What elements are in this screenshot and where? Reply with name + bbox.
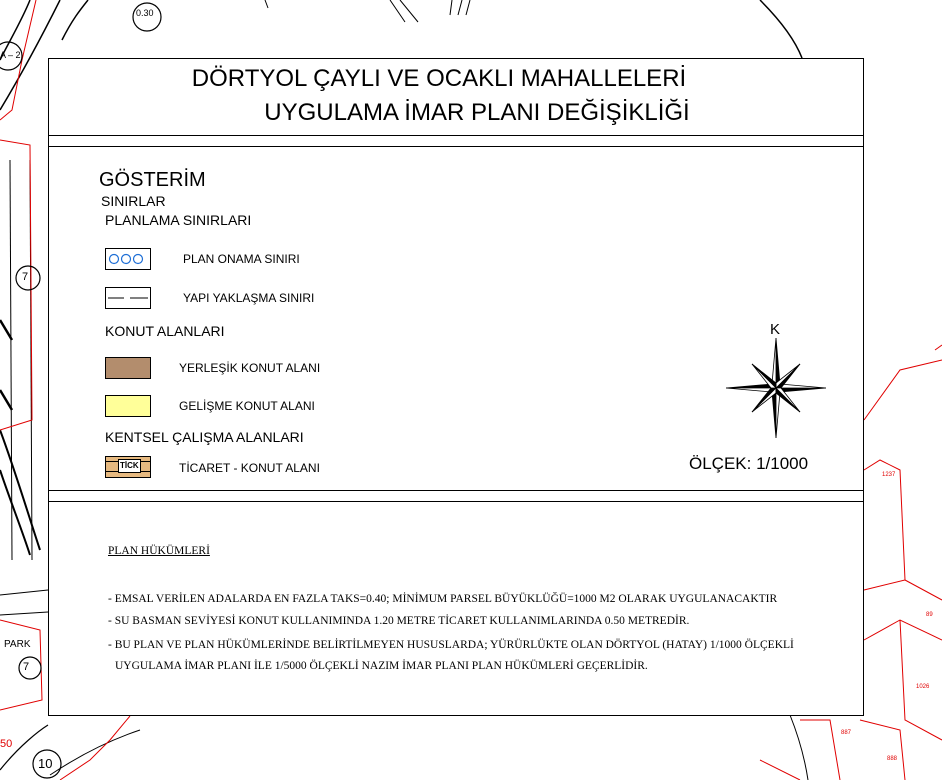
- road-line: [790, 715, 808, 780]
- parcel-line: [935, 345, 942, 350]
- building-setback-line-swatch: [105, 287, 151, 309]
- plan-approval-boundary-label: PLAN ONAMA SINIRI: [183, 252, 300, 266]
- map-label-10: 10: [38, 756, 53, 771]
- road-line: [450, 0, 470, 15]
- road-line: [0, 470, 30, 555]
- settled-residential-label: YERLEŞİK KONUT ALANI: [179, 361, 321, 375]
- legend-panel: [48, 58, 864, 716]
- map-label-89: 89: [926, 612, 933, 618]
- divider: [49, 135, 863, 136]
- divider: [49, 501, 863, 502]
- residential-areas-heading: KONUT ALANLARI: [105, 323, 225, 339]
- plan-approval-boundary-swatch: [105, 248, 151, 270]
- plan-provision-item: - EMSAL VERİLEN ADALARDA EN FAZLA TAKS=0.40; MİNİMUM PARSEL BÜYÜKLÜĞÜ=1000 M2 OLARAK UYGULANACAKTIR: [108, 593, 778, 605]
- map-label-1026: 1026: [916, 684, 930, 690]
- north-label: K: [770, 321, 781, 338]
- divider: [49, 490, 863, 491]
- commercial-residential-label: TİCARET - KONUT ALANI: [179, 461, 320, 475]
- map-label-7a: 7: [22, 271, 29, 283]
- map-label-1237: 1237: [882, 472, 896, 478]
- parcel-line: [905, 580, 942, 600]
- plan-provision-item: UYGULAMA İMAR PLANI İLE 1/5000 ÖLÇEKLİ NAZIM İMAR PLANI PLAN HÜKÜMLERİ GEÇERLİDİR.: [115, 660, 648, 672]
- road-line: [390, 0, 418, 22]
- plan-title-line1: DÖRTYOL ÇAYLI VE OCAKLI MAHALLELERİ: [191, 65, 687, 92]
- map-label-888: 888: [887, 756, 898, 762]
- parcel-line: [860, 720, 905, 780]
- divider: [49, 146, 863, 147]
- dash-line-icon: [106, 288, 150, 308]
- plan-title-line2: UYGULAMA İMAR PLANI DEĞİŞİKLİĞİ: [264, 99, 690, 126]
- building-setback-line-label: YAPI YAKLAŞMA SINIRI: [183, 291, 315, 305]
- parcel-line: [0, 140, 32, 430]
- parcel-line: [864, 620, 942, 640]
- parcel-line: [60, 716, 130, 780]
- plan-provision-item: - SU BASMAN SEVİYESİ KONUT KULLANIMINDA 1.20 METRE TİCARET KULLANIMLARINDA 0.50 METREDİR.: [108, 615, 690, 627]
- parcel-line: [0, 620, 42, 710]
- developing-residential-label: GELİŞME KONUT ALANI: [179, 399, 315, 413]
- commercial-residential-swatch: [105, 456, 151, 478]
- scale-label: ÖLÇEK: 1/1000: [689, 454, 809, 473]
- legend-heading: GÖSTERİM: [99, 169, 206, 191]
- settled-residential-swatch: [105, 357, 151, 379]
- commercial-swatch-code: TİCK: [118, 459, 141, 473]
- parcel-line: [864, 460, 905, 590]
- map-label-50: 50: [0, 738, 13, 750]
- parcel-line: [900, 620, 942, 740]
- map-label-a2: A – 2: [0, 50, 21, 60]
- developing-residential-swatch: [105, 395, 151, 417]
- road-line: [50, 730, 140, 775]
- road-line: [0, 590, 48, 595]
- road-line: [62, 0, 88, 40]
- map-label-park: PARK: [4, 639, 31, 650]
- boundaries-heading: SINIRLAR: [101, 193, 166, 209]
- urban-work-areas-heading: KENTSEL ÇALIŞMA ALANLARI: [105, 429, 304, 445]
- map-label-7b: 7: [23, 661, 30, 673]
- planning-boundaries-heading: PLANLAMA SINIRLARI: [105, 212, 252, 228]
- circles-pattern-icon: [106, 249, 150, 269]
- road-line: [0, 320, 12, 410]
- parcel-line: [760, 760, 800, 780]
- road-line: [760, 0, 802, 58]
- road-line: [0, 612, 48, 615]
- map-label-030: 0.30: [136, 8, 154, 18]
- map-label-887: 887: [841, 730, 852, 736]
- road-line: [265, 0, 268, 8]
- parcel-line: [864, 360, 942, 420]
- plan-provision-item: - BU PLAN VE PLAN HÜKÜMLERİNDE BELİRTİLMEYEN HUSUSLARDA; YÜRÜRLÜKTE OLAN DÖRTYOL (HATAY) 1/1000 ÖLÇEKLİ: [108, 639, 794, 651]
- plan-provisions-heading: PLAN HÜKÜMLERİ: [108, 545, 210, 557]
- north-arrow-icon: [726, 338, 826, 438]
